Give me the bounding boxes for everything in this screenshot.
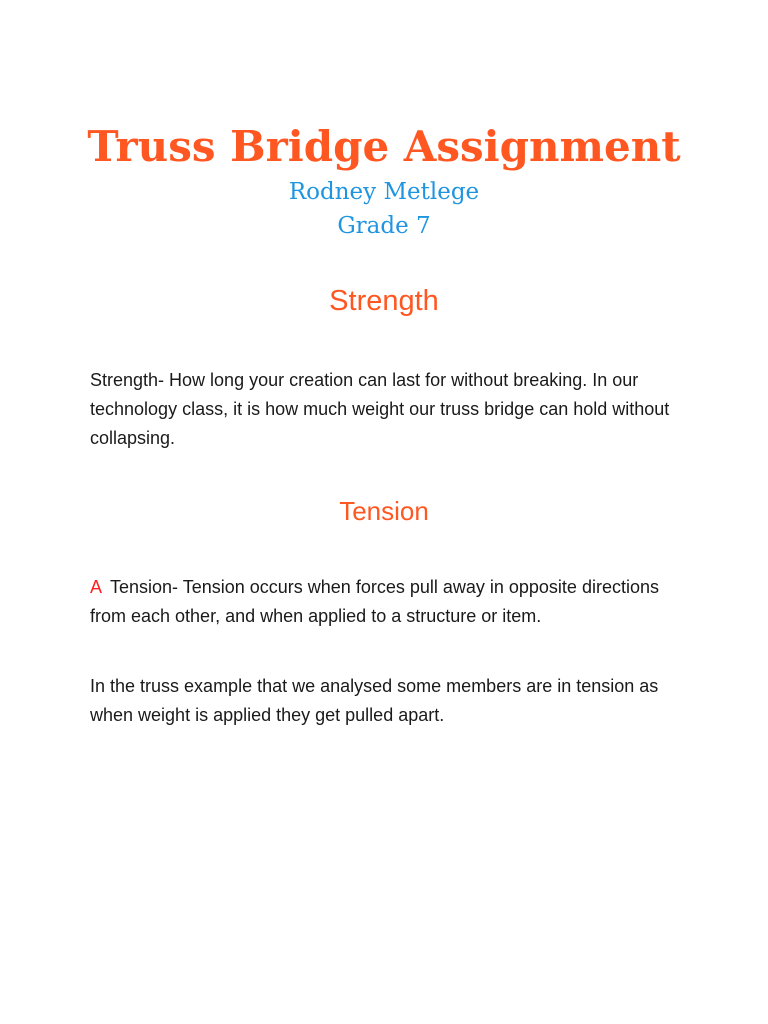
document-title: Truss Bridge Assignment bbox=[87, 122, 681, 171]
tension-paragraph bbox=[90, 573, 690, 631]
strength-paragraph: Strength- How long your creation can last for without breaking. In our technology class, it is how much weight our truss bridge can hold without collapsing. bbox=[90, 370, 670, 448]
grade-label: Grade 7 bbox=[337, 213, 431, 239]
strength-heading: Strength bbox=[329, 285, 439, 317]
tension-heading: Tension bbox=[339, 496, 429, 526]
truss-example-paragraph: In the truss example that we analysed some members are in tension as when weight is applied they get pulled apart. bbox=[90, 676, 659, 725]
tension-definition-text: Tension- Tension occurs when forces pull away in opposite directions from each other, and when applied to a structure or item. bbox=[90, 577, 659, 626]
author-name: Rodney Metlege bbox=[288, 179, 480, 205]
list-marker: A bbox=[90, 577, 103, 597]
